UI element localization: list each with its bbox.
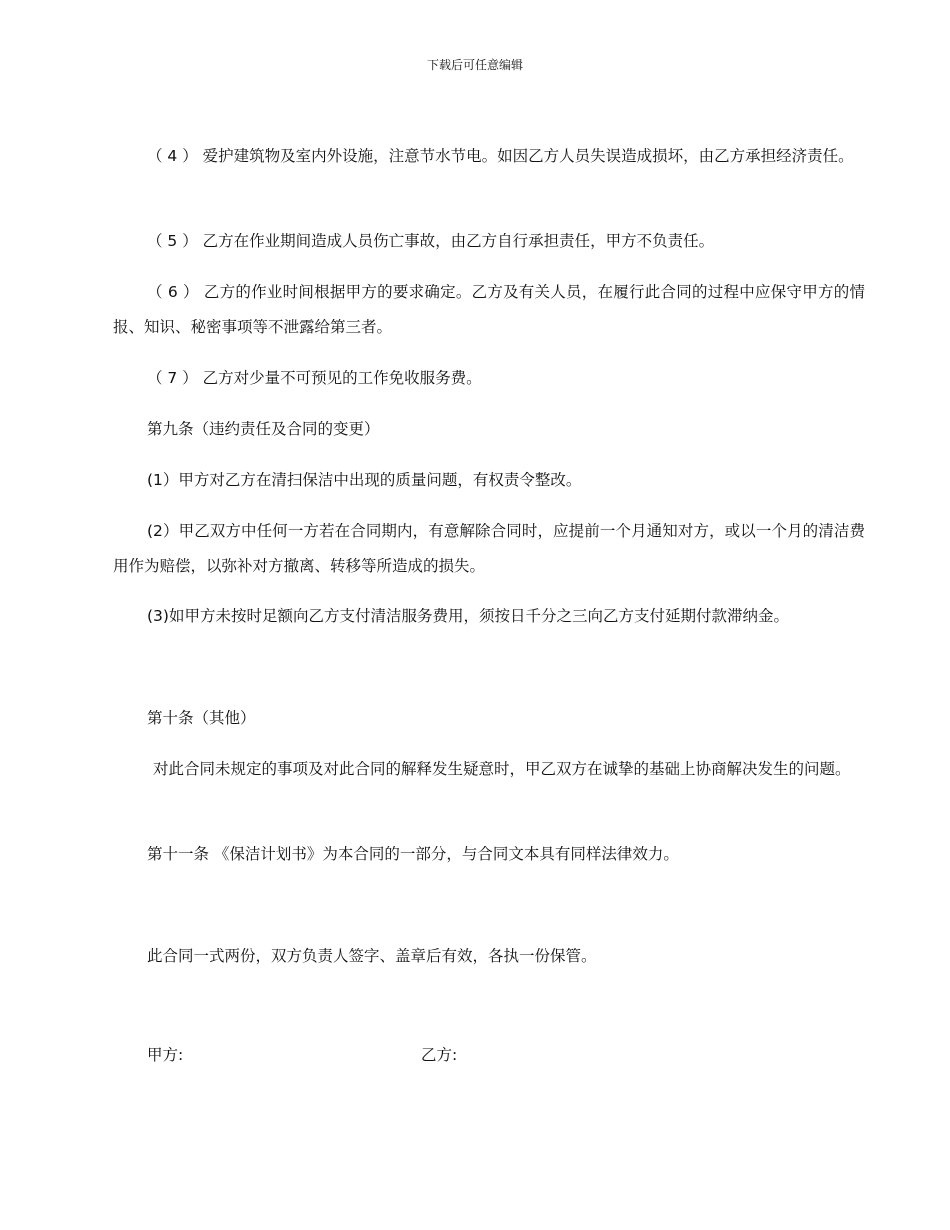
- party-a-signature-label: 甲方:: [147, 1046, 184, 1064]
- page-header: 下载后可任意编辑: [426, 58, 523, 72]
- article-9-item-1: (1）甲方对乙方在清扫保洁中出现的质量问题，有权责令整改。: [147, 471, 582, 489]
- copies-note: 此合同一式两份，双方负责人签字、盖章后有效，各执一份保管。: [147, 947, 597, 965]
- article-10-body: 对此合同未规定的事项及对此合同的解释发生疑意时，甲乙双方在诚挚的基础上协商解决发生的问题。: [153, 760, 851, 778]
- clause-item-6: （ 6 ） 乙方的作业时间根据甲方的要求确定。乙方及有关人员，在履行此合同的过程中应保守甲方的情报、知识、秘密事项等不泄露给第三者。: [113, 283, 865, 336]
- clause-item-7: （ 7 ） 乙方对少量不可预见的工作免收服务费。: [147, 369, 482, 387]
- party-b-signature-label: 乙方:: [421, 1046, 458, 1064]
- article-9-title: 第九条（违约责任及合同的变更）: [147, 420, 380, 438]
- article-9-item-3: (3)如甲方未按时足额向乙方支付清洁服务费用，须按日千分之三向乙方支付延期付款滞纳金。: [147, 607, 789, 625]
- clause-item-5: （ 5 ） 乙方在作业期间造成人员伤亡事故，由乙方自行承担责任，甲方不负责任。: [147, 232, 715, 250]
- article-9-item-2: (2）甲乙双方中任何一方若在合同期内，有意解除合同时，应提前一个月通知对方，或以一个月的清洁费用作为赔偿，以弥补对方撤离、转移等所造成的损失。: [113, 522, 865, 575]
- clause-item-4: （ 4 ） 爱护建筑物及室内外设施，注意节水节电。如因乙方人员失误造成损坏，由乙方承担经济责任。: [147, 147, 854, 165]
- article-10-title: 第十条（其他）: [147, 709, 256, 727]
- article-11: 第十一条 《保洁计划书》为本合同的一部分，与合同文本具有同样法律效力。: [147, 845, 679, 863]
